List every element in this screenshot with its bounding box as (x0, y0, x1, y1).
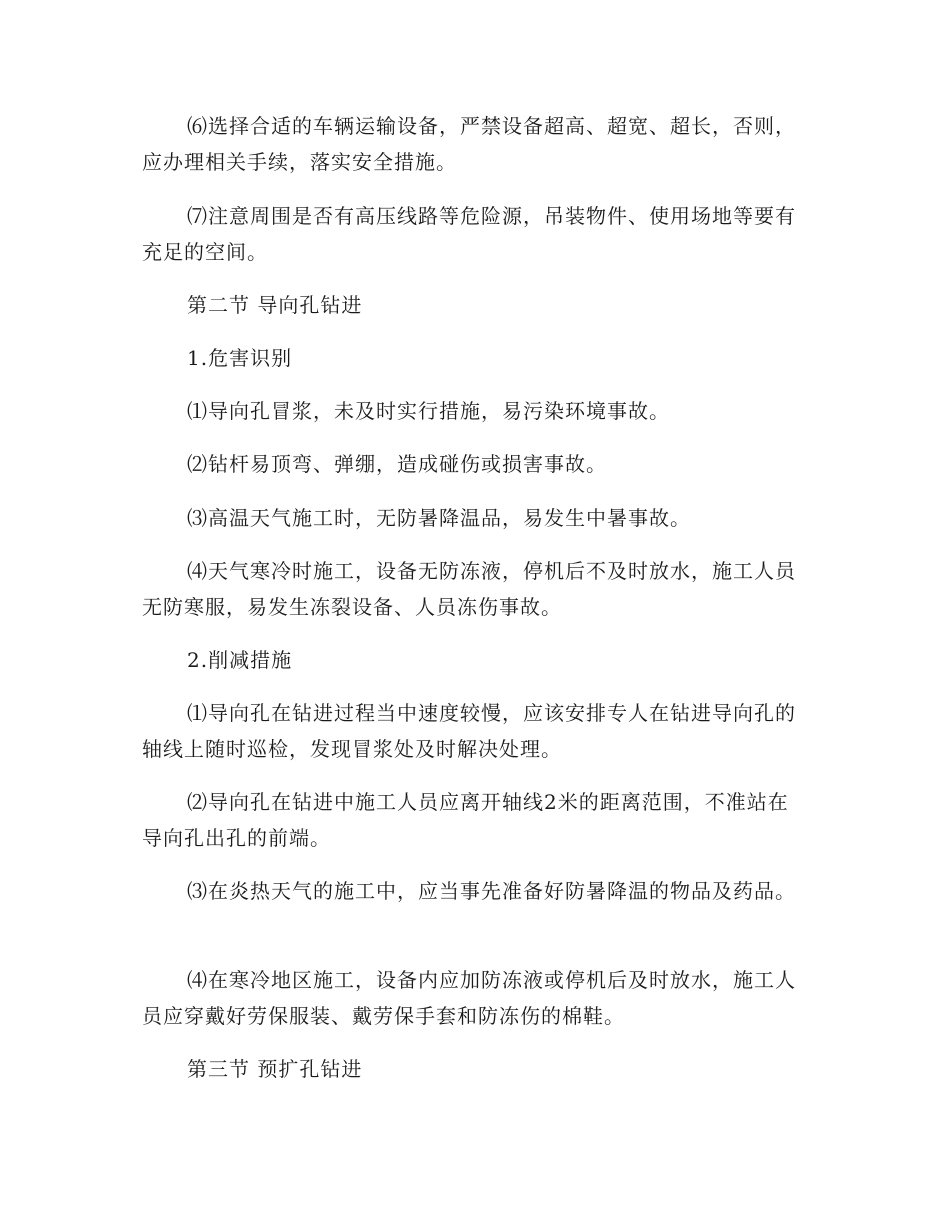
paragraph-measure-4: ⑷在寒冷地区施工，设备内应加防冻液或停机后及时放水，施工人员应穿戴好劳保服装、戴劳保手套和防冻伤的棉鞋。 (142, 968, 796, 1028)
section-heading-pilot-hole: 第二节 导向孔钻进 (187, 293, 363, 317)
paragraph-transport-equipment: ⑹选择合适的车辆运输设备，严禁设备超高、超宽、超长，否则，应办理相关手续，落实安全措施。 (142, 114, 796, 174)
subheading-mitigation-measures: 2.削减措施 (187, 648, 293, 672)
section-heading-pre-reaming: 第三节 预扩孔钻进 (187, 1057, 363, 1081)
paragraph-hazard-2: ⑵钻杆易顶弯、弹绷，造成碰伤或损害事故。 (187, 452, 607, 476)
paragraph-hazard-3: ⑶高温天气施工时，无防暑降温品，易发生中暑事故。 (187, 506, 691, 530)
paragraph-measure-1: ⑴导向孔在钻进过程当中速度较慢，应该安排专人在钻进导向孔的轴线上随时巡检，发现冒浆处及时解决处理。 (142, 701, 796, 761)
paragraph-measure-3: ⑶在炎热天气的施工中，应当事先准备好防暑降温的物品及药品。 (187, 879, 796, 903)
paragraph-measure-2: ⑵导向孔在钻进中施工人员应离开轴线2米的距离范围，不准站在导向孔出孔的前端。 (142, 790, 789, 850)
subheading-hazard-identification: 1.危害识别 (187, 346, 293, 370)
paragraph-hazard-1: ⑴导向孔冒浆，未及时实行措施，易污染环境事故。 (187, 399, 670, 423)
paragraph-hazard-sources: ⑺注意周围是否有高压线路等危险源，吊装物件、使用场地等要有充足的空间。 (142, 204, 796, 264)
paragraph-hazard-4: ⑷天气寒冷时施工，设备无防冻液，停机后不及时放水，施工人员无防寒服，易发生冻裂设备、人员冻伤事故。 (142, 559, 796, 619)
